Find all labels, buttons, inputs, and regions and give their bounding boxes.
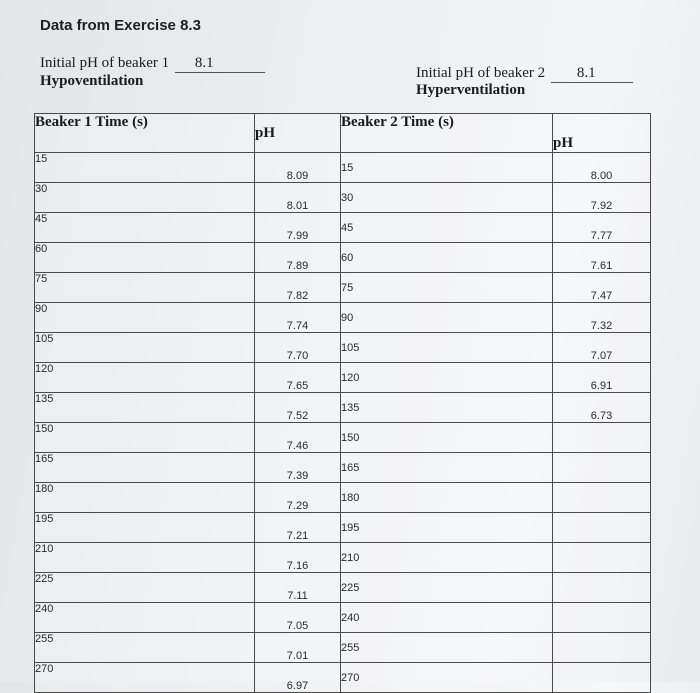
beaker1-initial-label: Initial pH of beaker 1 (40, 55, 170, 71)
beaker2-ph-cell (553, 603, 651, 633)
beaker1-ph-cell: 7.70 (255, 333, 341, 363)
beaker2-initial-value: 8.1 (551, 65, 633, 83)
beaker2-time-cell: 150 (341, 423, 553, 453)
beaker1-time-cell: 240 (35, 603, 255, 633)
ph-data-table (34, 113, 651, 693)
table-row (35, 393, 651, 423)
beaker2-time-cell: 165 (341, 453, 553, 483)
beaker1-condition: Hypoventilation (40, 73, 144, 89)
beaker1-time-cell: 120 (35, 363, 255, 393)
beaker1-ph-cell: 7.99 (255, 213, 341, 243)
beaker2-time-cell: 270 (341, 663, 553, 693)
beaker1-time-cell: 60 (35, 243, 255, 273)
beaker1-time-cell: 180 (35, 483, 255, 513)
beaker2-ph-cell: 7.61 (553, 243, 651, 273)
beaker2-time-cell: 180 (341, 483, 553, 513)
beaker1-time-cell: 210 (35, 543, 255, 573)
beaker2-ph-cell (553, 483, 651, 513)
beaker1-time-cell: 75 (35, 273, 255, 303)
beaker2-ph-cell: 8.00 (553, 153, 651, 183)
beaker2-ph-cell: 6.91 (553, 363, 651, 393)
beaker2-ph-cell (553, 633, 651, 663)
beaker2-initial-ph (416, 65, 633, 83)
table-row (35, 363, 651, 393)
beaker1-initial-ph (40, 55, 265, 73)
beaker2-time-cell: 15 (341, 153, 553, 183)
beaker1-time-cell: 30 (35, 183, 255, 213)
beaker1-ph-cell: 7.82 (255, 273, 341, 303)
beaker1-time-cell: 15 (35, 153, 255, 183)
beaker2-ph-cell: 7.07 (553, 333, 651, 363)
table-header-row (35, 114, 651, 153)
beaker1-ph-cell: 7.01 (255, 633, 341, 663)
beaker2-ph-cell (553, 513, 651, 543)
beaker2-ph-cell: 6.73 (553, 393, 651, 423)
beaker1-ph-cell: 7.74 (255, 303, 341, 333)
beaker2-ph-cell (553, 543, 651, 573)
beaker2-time-cell: 75 (341, 273, 553, 303)
beaker1-ph-cell: 8.09 (255, 153, 341, 183)
beaker2-ph-cell: 7.47 (553, 273, 651, 303)
beaker2-time-cell: 255 (341, 633, 553, 663)
page-title: Data from Exercise 8.3 (40, 17, 201, 34)
beaker2-time-cell: 225 (341, 573, 553, 603)
table-row (35, 153, 651, 183)
beaker1-ph-cell: 7.46 (255, 423, 341, 453)
beaker2-time-cell: 90 (341, 303, 553, 333)
beaker1-time-cell: 165 (35, 453, 255, 483)
table-row (35, 333, 651, 363)
table-row (35, 453, 651, 483)
beaker1-ph-cell: 6.97 (255, 663, 341, 693)
beaker2-time-cell: 210 (341, 543, 553, 573)
header-beaker1-time: Beaker 1 Time (s) (35, 114, 255, 153)
table-row (35, 243, 651, 273)
beaker2-initial-label: Initial pH of beaker 2 (416, 65, 546, 81)
beaker1-time-cell: 105 (35, 333, 255, 363)
beaker1-ph-cell: 7.11 (255, 573, 341, 603)
table-row (35, 543, 651, 573)
table-row (35, 513, 651, 543)
beaker2-ph-cell (553, 663, 651, 693)
beaker1-ph-cell: 7.65 (255, 363, 341, 393)
table-row (35, 573, 651, 603)
table-row (35, 603, 651, 633)
beaker1-time-cell: 195 (35, 513, 255, 543)
table-row (35, 483, 651, 513)
table-row (35, 213, 651, 243)
beaker1-time-cell: 270 (35, 663, 255, 693)
table-row (35, 663, 651, 693)
beaker2-time-cell: 45 (341, 213, 553, 243)
beaker2-ph-cell: 7.77 (553, 213, 651, 243)
table-row (35, 273, 651, 303)
table-row (35, 423, 651, 453)
beaker1-ph-cell: 8.01 (255, 183, 341, 213)
beaker2-time-cell: 240 (341, 603, 553, 633)
beaker2-time-cell: 30 (341, 183, 553, 213)
beaker1-ph-cell: 7.16 (255, 543, 341, 573)
header-beaker2-ph: pH (553, 114, 651, 153)
beaker2-condition: Hyperventilation (416, 82, 526, 98)
beaker1-ph-cell: 7.05 (255, 603, 341, 633)
beaker2-time-cell: 60 (341, 243, 553, 273)
table-row (35, 183, 651, 213)
beaker2-ph-cell (553, 573, 651, 603)
beaker1-ph-cell: 7.39 (255, 453, 341, 483)
beaker1-ph-cell: 7.52 (255, 393, 341, 423)
beaker1-initial-value: 8.1 (175, 55, 265, 73)
beaker1-time-cell: 135 (35, 393, 255, 423)
header-beaker2-time: Beaker 2 Time (s) (341, 114, 553, 153)
beaker2-time-cell: 195 (341, 513, 553, 543)
beaker2-ph-cell (553, 423, 651, 453)
beaker1-ph-cell: 7.89 (255, 243, 341, 273)
beaker2-time-cell: 105 (341, 333, 553, 363)
beaker2-time-cell: 120 (341, 363, 553, 393)
beaker1-ph-cell: 7.21 (255, 513, 341, 543)
beaker1-time-cell: 255 (35, 633, 255, 663)
table-row (35, 633, 651, 663)
beaker1-time-cell: 45 (35, 213, 255, 243)
beaker1-ph-cell: 7.29 (255, 483, 341, 513)
beaker1-time-cell: 90 (35, 303, 255, 333)
beaker2-ph-cell (553, 453, 651, 483)
beaker2-time-cell: 135 (341, 393, 553, 423)
beaker1-time-cell: 150 (35, 423, 255, 453)
beaker2-ph-cell: 7.32 (553, 303, 651, 333)
table-row (35, 303, 651, 333)
beaker1-time-cell: 225 (35, 573, 255, 603)
beaker2-ph-cell: 7.92 (553, 183, 651, 213)
header-beaker1-ph: pH (255, 114, 341, 153)
